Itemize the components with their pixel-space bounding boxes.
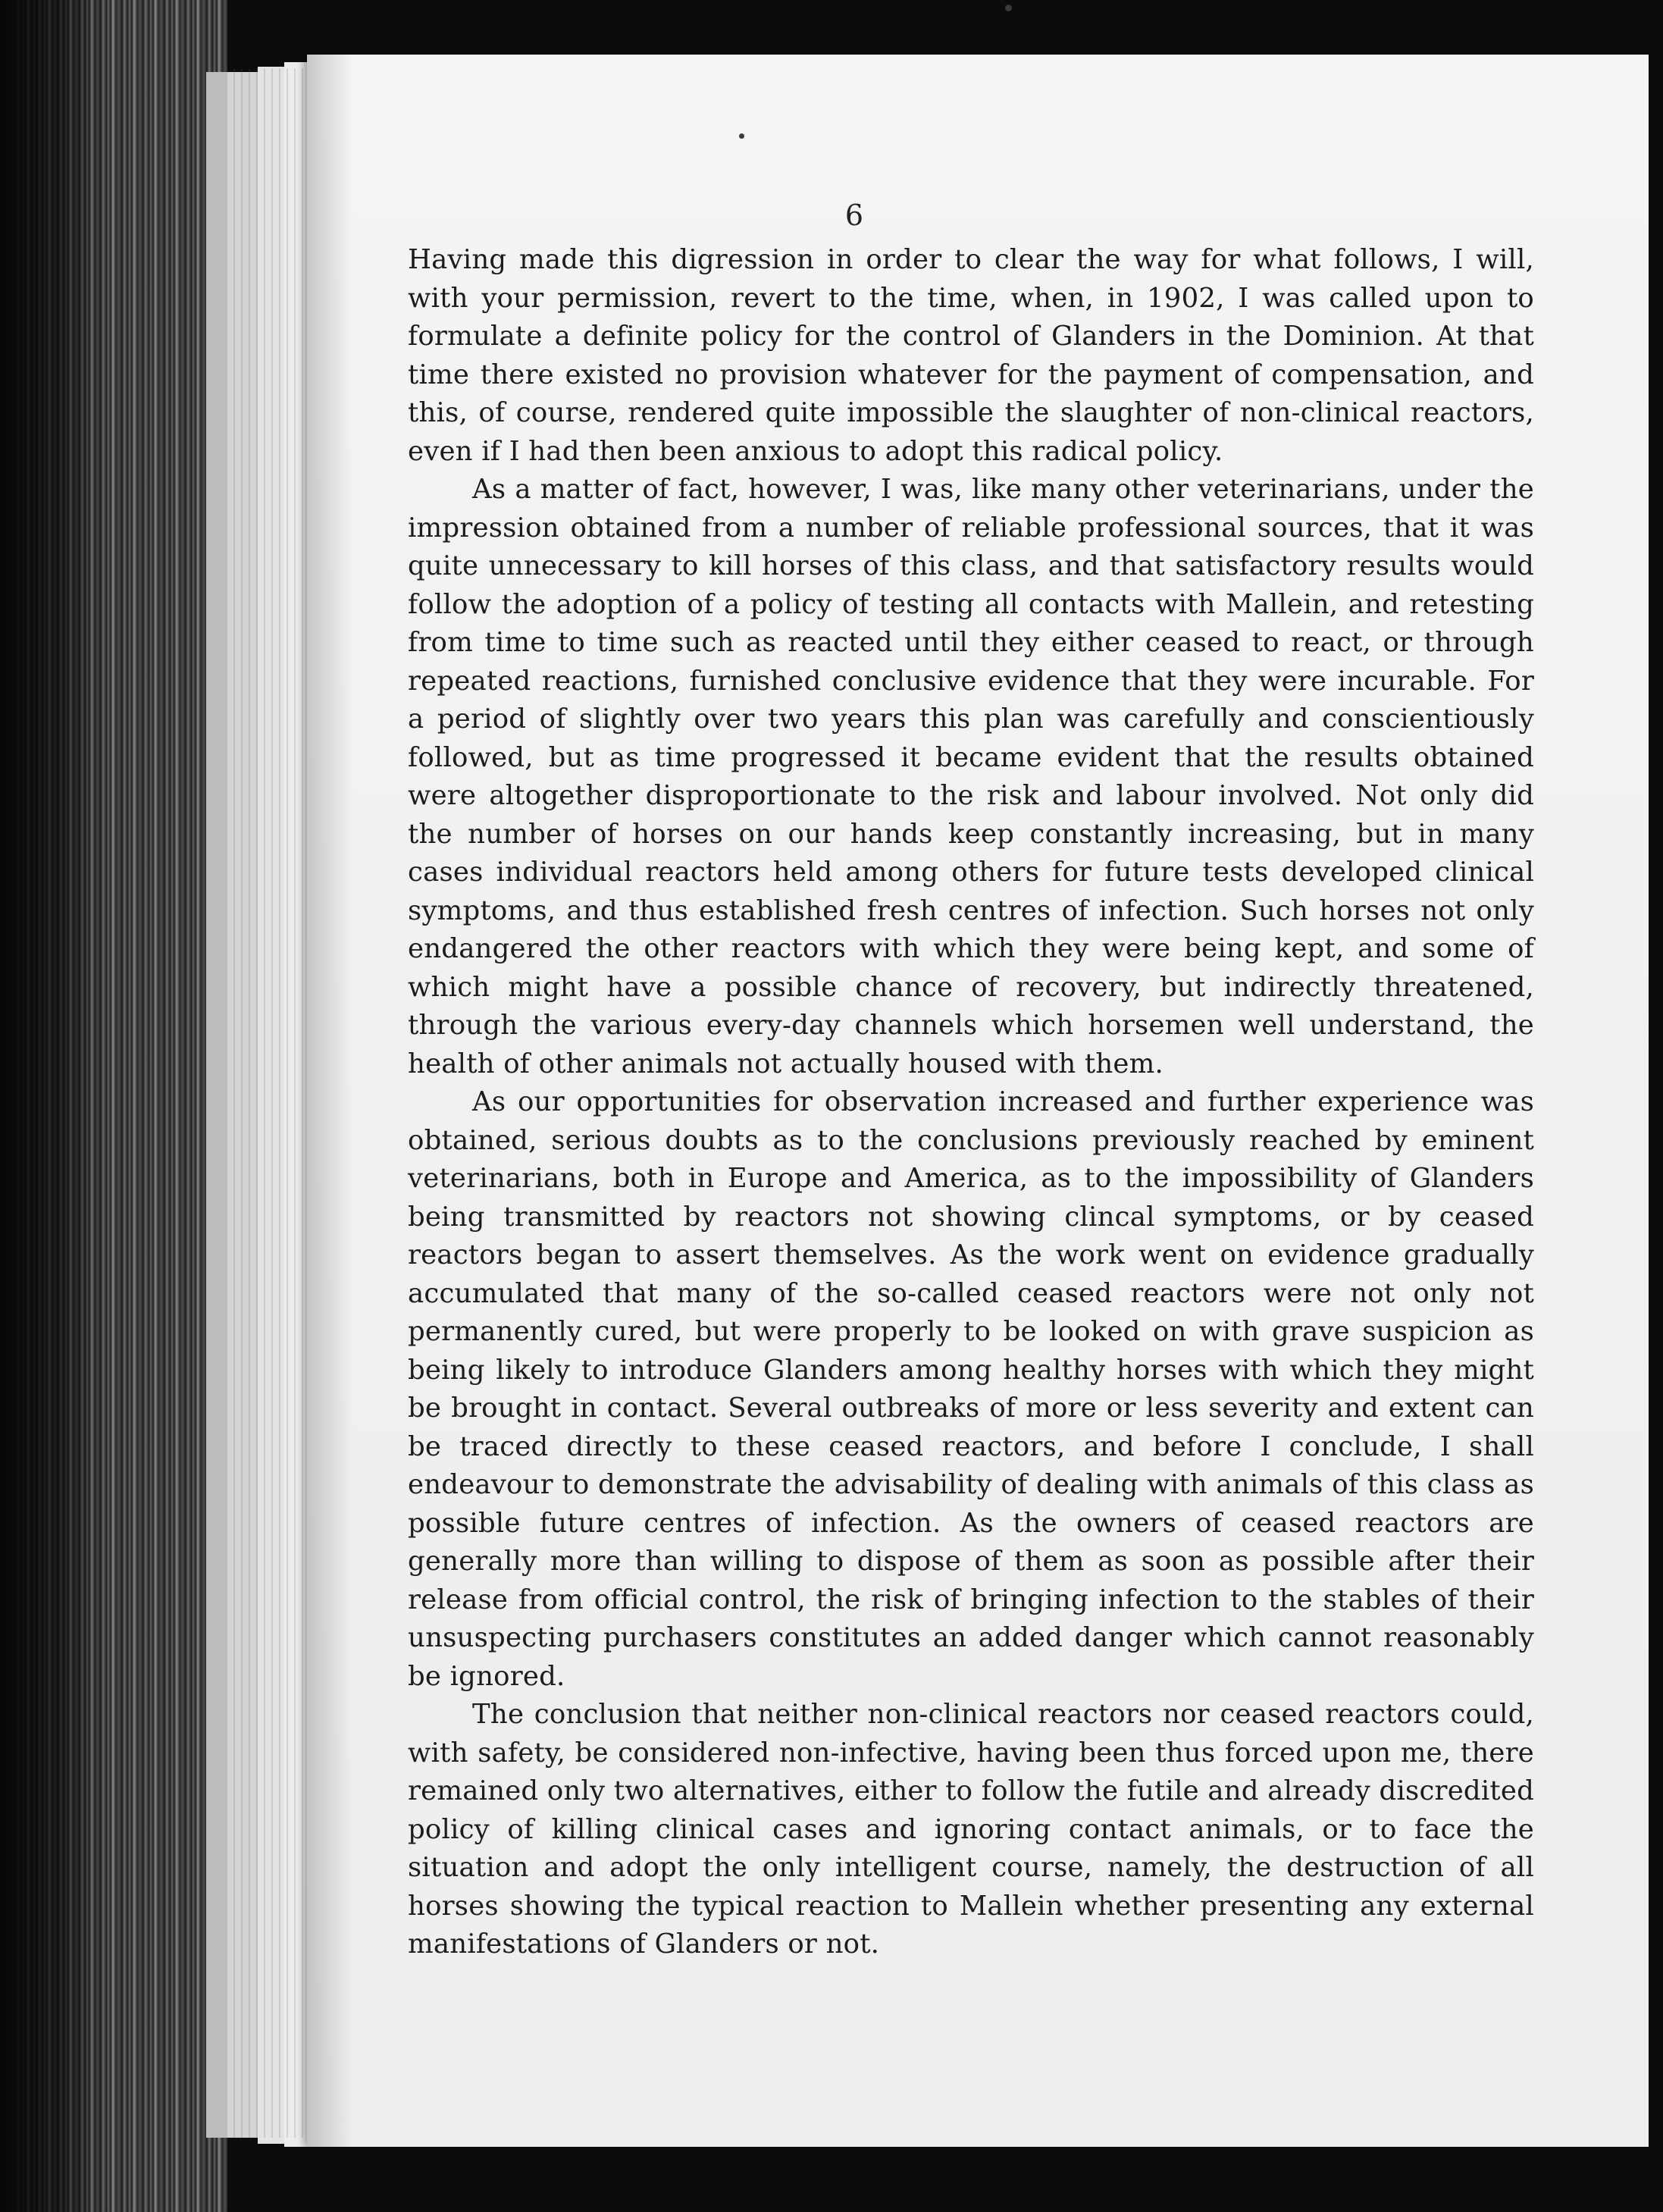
- paragraph: As a matter of fact, however, I was, like many other veterinarians, under the impression obtained from a number of reliable professional sources, that it was quite unnecessary to kill horses of this class, and that satisfactory results would follow the adoption of a policy of testing all contacts with Mallein, and retesting from time to time such as reacted until they either ceased to react, or through repeated reactions, furnished conclusive evidence that they were incurable. For a period of slightly over two years this plan was carefully and conscientiously followed, but as time progressed it became evident that the results obtained were altogether disproportionate to the risk and labour involved. Not only did the number of horses on our hands keep constantly increasing, but in many cases individual reactors held among others for future tests developed clinical symptoms, and thus established fresh centres of infection. Such horses not only endangered the other reactors with which they were being kept, and some of which might have a possible chance of recovery, but indirectly threatened, through the various every-day channels which horsemen well understand, the health of other animals not actually housed with them.: [408, 474, 1534, 1079]
- page-edge-lines: [227, 68, 311, 2138]
- page-number: 6: [844, 199, 864, 232]
- body-text: [408, 241, 1534, 1964]
- paragraph: The conclusion that neither non-clinical reactors nor ceased reactors could, with safety, be considered non-infective, having been thus forced upon me, there remained only two alternatives, either to follow the futile and already discredited policy of killing clinical cases and ignoring contact animals, or to face the situation and adopt the only intelligent course, namely, the destruction of all horses showing the typical reaction to Mallein whether presenting any external manifestations of Glanders or not.: [408, 1699, 1534, 1960]
- scan-speck: [1005, 5, 1012, 11]
- paragraph: As our opportunities for observation increased and further experience was obtained, serious doubts as to the conclusions previously reached by eminent veterinarians, both in Europe and America, as to the impossibility of Glanders being transmitted by reactors not showing clincal symptoms, or by ceased reactors began to assert themselves. As the work went on evidence gradually accumulated that many of the so-called ceased reactors were not only not permanently cured, but were properly to be looked on with grave suspicion as being likely to introduce Glanders among healthy horses with which they might be brought in contact. Several outbreaks of more or less severity and extent can be traced directly to these ceased reactors, and before I conclude, I shall endeavour to demonstrate the advisability of dealing with animals of this class as possible future centres of infection. As the owners of ceased reactors are generally more than willing to dispose of them as soon as possible after their release from official control, the risk of bringing infection to the stables of their unsuspecting purchasers constitutes an added danger which cannot reasonably be ignored.: [408, 1086, 1534, 1692]
- binding-shadow: [0, 0, 106, 2212]
- scan-speck: [739, 133, 744, 139]
- paragraph: Having made this digression in order to clear the way for what follows, I will, with your permission, revert to the time, when, in 1902, I was called upon to formulate a definite policy for the control of Glanders in the Dominion. At that time there existed no provision whatever for the payment of compensation, and this, of course, rendered quite impossible the slaughter of non-clinical reactors, even if I had then been anxious to adopt this radical policy.: [408, 244, 1534, 467]
- page-gutter-shadow: [307, 55, 352, 2147]
